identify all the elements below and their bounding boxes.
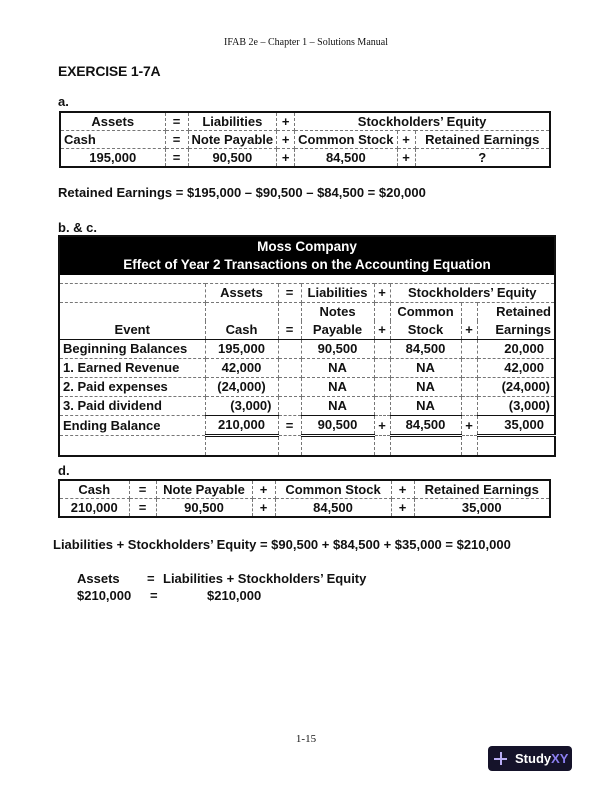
plus-icon [494, 752, 507, 765]
cell: 90,500 [188, 149, 277, 168]
part-bc-label: b. & c. [58, 220, 98, 235]
plus-sign: + [277, 112, 295, 131]
brand-name: StudyXY [515, 751, 569, 766]
table-row [60, 149, 550, 168]
equals-sign: = [278, 284, 301, 303]
eq-left-label: Assets [77, 571, 120, 586]
eq-left-value: $210,000 [77, 588, 132, 603]
table-row: Beginning Balances 195,000 90,500 84,500 20,000 [59, 340, 555, 359]
plus-sign: + [461, 321, 477, 340]
plus-sign: + [252, 480, 275, 499]
studyxy-badge[interactable] [488, 746, 572, 771]
cell: Retained Earnings [415, 131, 550, 149]
col-header-earnings: Earnings [495, 322, 551, 337]
table-row: Cash = Note Payable + Common Stock + Retained Earnings [59, 480, 550, 499]
col-header-cash: Cash [205, 321, 278, 340]
table-subtitle: Effect of Year 2 Transactions on the Accounting Equation [123, 257, 491, 272]
plus-sign: + [374, 321, 390, 340]
cell: Note Payable [188, 131, 277, 149]
company-name: Moss Company [257, 239, 357, 254]
cell: Stockholders’ Equity [295, 112, 550, 131]
plus-sign: + [252, 499, 275, 518]
plus-sign: + [397, 149, 415, 168]
spacer-row [59, 275, 555, 284]
transactions-table [58, 235, 556, 457]
header-row [59, 321, 555, 340]
table-row-ending: Ending Balance 210,000 = 90,500 + 84,500 + 35,000 [59, 416, 555, 436]
plus-sign: + [277, 131, 295, 149]
col-header-payable: Payable [301, 321, 374, 340]
equals-sign: = [129, 499, 156, 518]
header-row [59, 303, 555, 322]
equals-sign: = [278, 321, 301, 340]
page-number: 1-15 [295, 733, 317, 745]
eq-sign: = [147, 571, 155, 586]
cell: 195,000 [60, 149, 165, 168]
col-header-event: Event [59, 321, 205, 340]
table-row: 1. Earned Revenue 42,000 NA NA 42,000 [59, 359, 555, 378]
part-d-equation-table [58, 479, 551, 518]
header-row [59, 284, 555, 303]
table-row: 3. Paid dividend (3,000) NA NA (3,000) [59, 397, 555, 416]
cell: Liabilities [188, 112, 277, 131]
exercise-title: EXERCISE 1-7A [58, 63, 161, 79]
equals-sign: = [165, 149, 188, 168]
liabilities-equity-equation: Liabilities + Stockholders’ Equity = $90,500 + $84,500 + $35,000 = $210,000 [53, 537, 511, 552]
col-header-common: Common [390, 303, 461, 322]
plus-sign: + [277, 149, 295, 168]
table-title-row [59, 236, 555, 275]
table-title [59, 236, 555, 275]
col-header-equity: Stockholders’ Equity [390, 284, 555, 303]
cell: Assets [60, 112, 165, 131]
part-a-label: a. [58, 94, 69, 109]
eq-sign: = [150, 588, 158, 603]
part-d-label: d. [58, 463, 70, 478]
col-header-assets: Assets [205, 284, 278, 303]
table-row: 2. Paid expenses (24,000) NA NA (24,000) [59, 378, 555, 397]
table-row [60, 112, 550, 131]
col-header-notes: Notes [301, 303, 374, 322]
equals-sign: = [129, 480, 156, 499]
equals-sign: = [165, 112, 188, 131]
cell: Common Stock [295, 131, 397, 149]
table-row [60, 131, 550, 149]
plus-sign: + [391, 499, 414, 518]
col-header-retained: Retained [496, 304, 551, 319]
plus-sign: + [391, 480, 414, 499]
equals-sign: = [165, 131, 188, 149]
retained-earnings-solution: Retained Earnings = $195,000 – $90,500 – $84,500 = $20,000 [58, 185, 426, 200]
eq-right-label: Liabilities + Stockholders’ Equity [163, 571, 367, 586]
cell: 84,500 [295, 149, 397, 168]
running-header: IFAB 2e – Chapter 1 – Solutions Manual [224, 37, 388, 48]
eq-right-value: $210,000 [207, 588, 262, 603]
plus-sign: + [374, 284, 390, 303]
cell: ? [478, 150, 487, 165]
spacer-row [59, 436, 555, 457]
col-header-stock: Stock [390, 321, 461, 340]
col-header-liabilities: Liabilities [301, 284, 374, 303]
plus-sign: + [397, 131, 415, 149]
table-row: 210,000 = 90,500 + 84,500 + 35,000 [59, 499, 550, 518]
cell: Cash [60, 131, 165, 149]
part-a-equation-table [59, 111, 551, 168]
